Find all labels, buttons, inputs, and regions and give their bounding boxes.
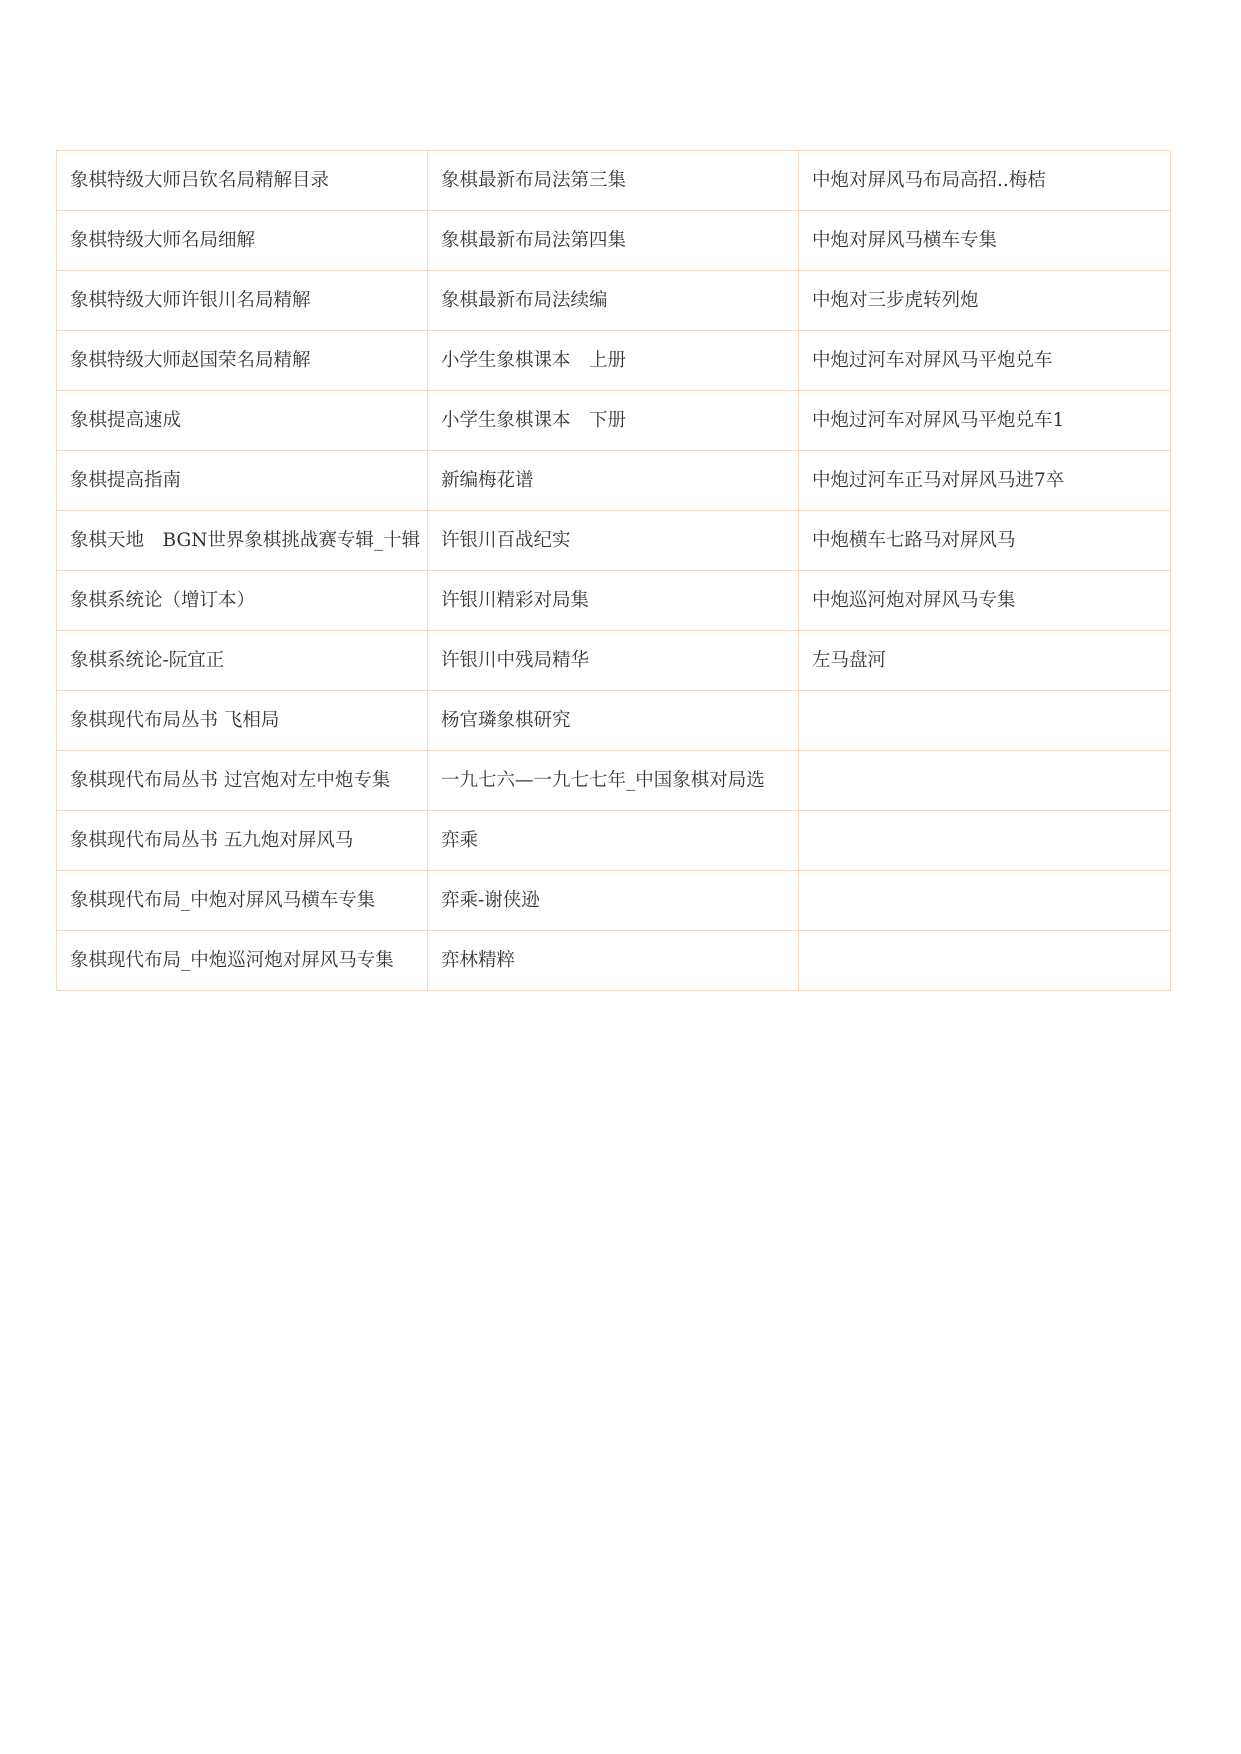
table-cell: 象棋现代布局_中炮对屏风马横车专集 xyxy=(57,871,428,931)
table-cell: 中炮过河车对屏风马平炮兑车1 xyxy=(799,391,1171,451)
table-cell xyxy=(799,811,1171,871)
table-cell: 象棋提高速成 xyxy=(57,391,428,451)
table-cell: 弈乘-谢侠逊 xyxy=(428,871,799,931)
table-cell: 象棋系统论-阮宜正 xyxy=(57,631,428,691)
table-cell xyxy=(799,871,1171,931)
table-cell: 象棋特级大师赵国荣名局精解 xyxy=(57,331,428,391)
table-cell: 中炮对三步虎转列炮 xyxy=(799,271,1171,331)
table-cell: 左马盘河 xyxy=(799,631,1171,691)
table-cell: 新编梅花谱 xyxy=(428,451,799,511)
table-cell xyxy=(799,691,1171,751)
table-cell: 小学生象棋课本 上册 xyxy=(428,331,799,391)
table-row xyxy=(57,571,1171,631)
table-cell xyxy=(799,931,1171,991)
table-row xyxy=(57,391,1171,451)
table-row xyxy=(57,871,1171,931)
table-cell: 中炮巡河炮对屏风马专集 xyxy=(799,571,1171,631)
table-row xyxy=(57,751,1171,811)
table-row xyxy=(57,211,1171,271)
table-cell: 象棋最新布局法第三集 xyxy=(428,151,799,211)
table-cell: 中炮对屏风马横车专集 xyxy=(799,211,1171,271)
table-cell: 一九七六—一九七七年_中国象棋对局选 xyxy=(428,751,799,811)
table-cell: 象棋现代布局丛书 飞相局 xyxy=(57,691,428,751)
table-cell: 象棋现代布局_中炮巡河炮对屏风马专集 xyxy=(57,931,428,991)
table-row xyxy=(57,811,1171,871)
table-cell: 弈乘 xyxy=(428,811,799,871)
table-row xyxy=(57,331,1171,391)
table-cell: 象棋最新布局法续编 xyxy=(428,271,799,331)
table-row xyxy=(57,451,1171,511)
table-cell: 许银川中残局精华 xyxy=(428,631,799,691)
table-cell: 象棋特级大师名局细解 xyxy=(57,211,428,271)
table-cell: 象棋现代布局丛书 五九炮对屏风马 xyxy=(57,811,428,871)
table-row xyxy=(57,691,1171,751)
table-row xyxy=(57,151,1171,211)
table-cell: 象棋提高指南 xyxy=(57,451,428,511)
table-row xyxy=(57,511,1171,571)
table-cell: 小学生象棋课本 下册 xyxy=(428,391,799,451)
table-row xyxy=(57,931,1171,991)
table-cell: 杨官璘象棋研究 xyxy=(428,691,799,751)
table-cell: 中炮过河车对屏风马平炮兑车 xyxy=(799,331,1171,391)
table-cell: 弈林精粹 xyxy=(428,931,799,991)
table-cell xyxy=(799,751,1171,811)
table-cell: 中炮横车七路马对屏风马 xyxy=(799,511,1171,571)
table-row xyxy=(57,631,1171,691)
table-cell: 中炮对屏风马布局高招..梅桔 xyxy=(799,151,1171,211)
table-cell: 象棋特级大师许银川名局精解 xyxy=(57,271,428,331)
table-cell: 象棋特级大师吕钦名局精解目录 xyxy=(57,151,428,211)
table-cell: 许银川精彩对局集 xyxy=(428,571,799,631)
table-cell: 象棋天地 BGN世界象棋挑战赛专辑_十辑 xyxy=(57,511,428,571)
table-cell: 中炮过河车正马对屏风马进7卒 xyxy=(799,451,1171,511)
table-cell: 象棋现代布局丛书 过宫炮对左中炮专集 xyxy=(57,751,428,811)
table-cell: 许银川百战纪实 xyxy=(428,511,799,571)
table-row xyxy=(57,271,1171,331)
table-cell: 象棋系统论（增订本） xyxy=(57,571,428,631)
table-cell: 象棋最新布局法第四集 xyxy=(428,211,799,271)
book-catalog-table xyxy=(56,150,1171,991)
